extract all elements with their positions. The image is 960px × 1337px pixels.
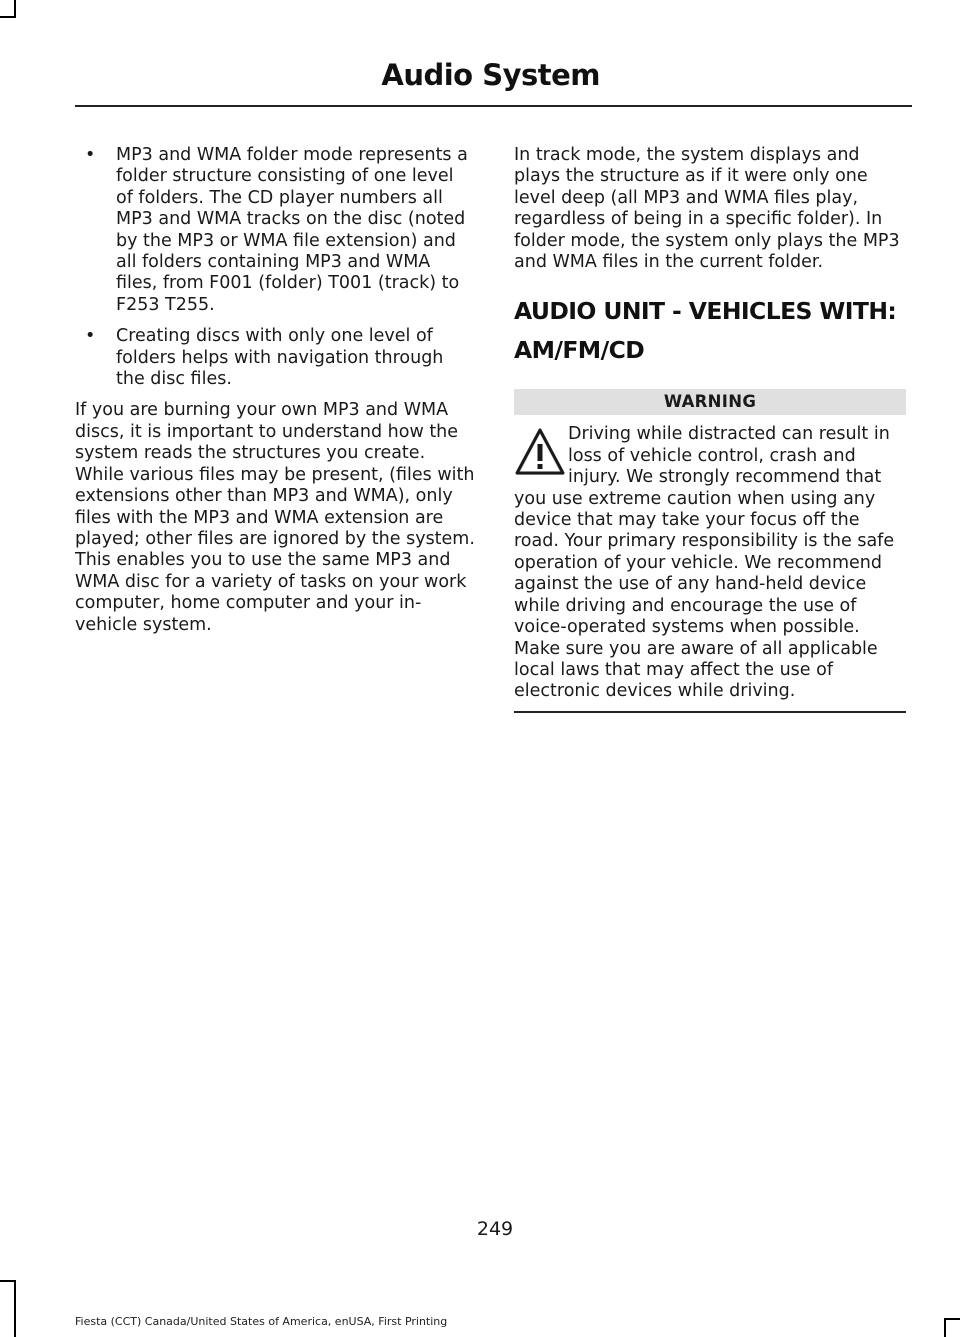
page-header-title: Audio System: [381, 58, 600, 92]
bullet-list: [75, 145, 475, 390]
body-paragraph: In track mode, the system displays and plays the structure as if it were only one level deep (all MP3 and WMA files play, regardless of being in a specific folder). In folder mode, the system only plays the MP3 and WMA files in the current folder.: [514, 145, 900, 273]
body-paragraph: If you are burning your own MP3 and WMA discs, it is important to understand how the system reads the structures you create. While various files may be present, (files with extensions other than MP3 and WMA), only files with the MP3 and WMA extension are played; other files are ignored by the system. This enables you to use the same MP3 and WMA disc for a variety of tasks on your work computer, home computer and your in-vehicle system.: [75, 400, 475, 635]
bullet-symbol: •: [85, 145, 96, 165]
bullet-item: [75, 145, 475, 316]
section-heading: [514, 295, 906, 367]
crop-mark-bottom-right-horizontal: [944, 1318, 960, 1320]
crop-mark-bottom-left-vertical: [14, 1280, 16, 1337]
warning-text: Driving while distracted can result in loss of vehicle control, crash and injury. We strongly recommend that you use extreme caution when using any device that may take your focus off the road. Your primary responsibility is the safe operation of your vehicle. We recommend against the use of any hand-held device while driving and encourage the use of voice-operated systems when possible. Make sure you are aware of all applicable local laws that may affect the use of electronic devices while driving.: [514, 424, 895, 702]
warning-box: [514, 424, 906, 702]
bullet-item: [75, 326, 475, 390]
page-number: 249: [476, 1218, 514, 1240]
warning-label: WARNING: [514, 389, 906, 415]
section-heading-line: AM/FM/CD: [514, 336, 645, 365]
header-rule: [75, 105, 912, 107]
crop-mark-bottom-right-vertical: [944, 1318, 946, 1337]
crop-mark-bottom-left-horizontal: [0, 1280, 16, 1282]
crop-mark-top-left-horizontal: [0, 16, 16, 18]
footer-text: Fiesta (CCT) Canada/United States of America, enUSA, First Printing: [75, 1315, 448, 1328]
right-column: [514, 145, 906, 713]
warning-triangle-icon: [514, 426, 566, 488]
bullet-symbol: •: [85, 326, 96, 347]
section-heading-line: AUDIO UNIT - VEHICLES WITH:: [514, 297, 897, 326]
warning-bottom-rule: [514, 711, 906, 713]
bullet-text: Creating discs with only one level of folders helps with navigation through the disc files.: [116, 326, 444, 390]
left-column: [75, 145, 475, 646]
bullet-text: MP3 and WMA folder mode represents a folder structure consisting of one level of folders. The CD player numbers all MP3 and WMA tracks on the disc (noted by the MP3 or WMA file extension) and all folders containing MP3 and WMA files, from F001 (folder) T001 (track) to F253 T255.: [116, 145, 468, 315]
